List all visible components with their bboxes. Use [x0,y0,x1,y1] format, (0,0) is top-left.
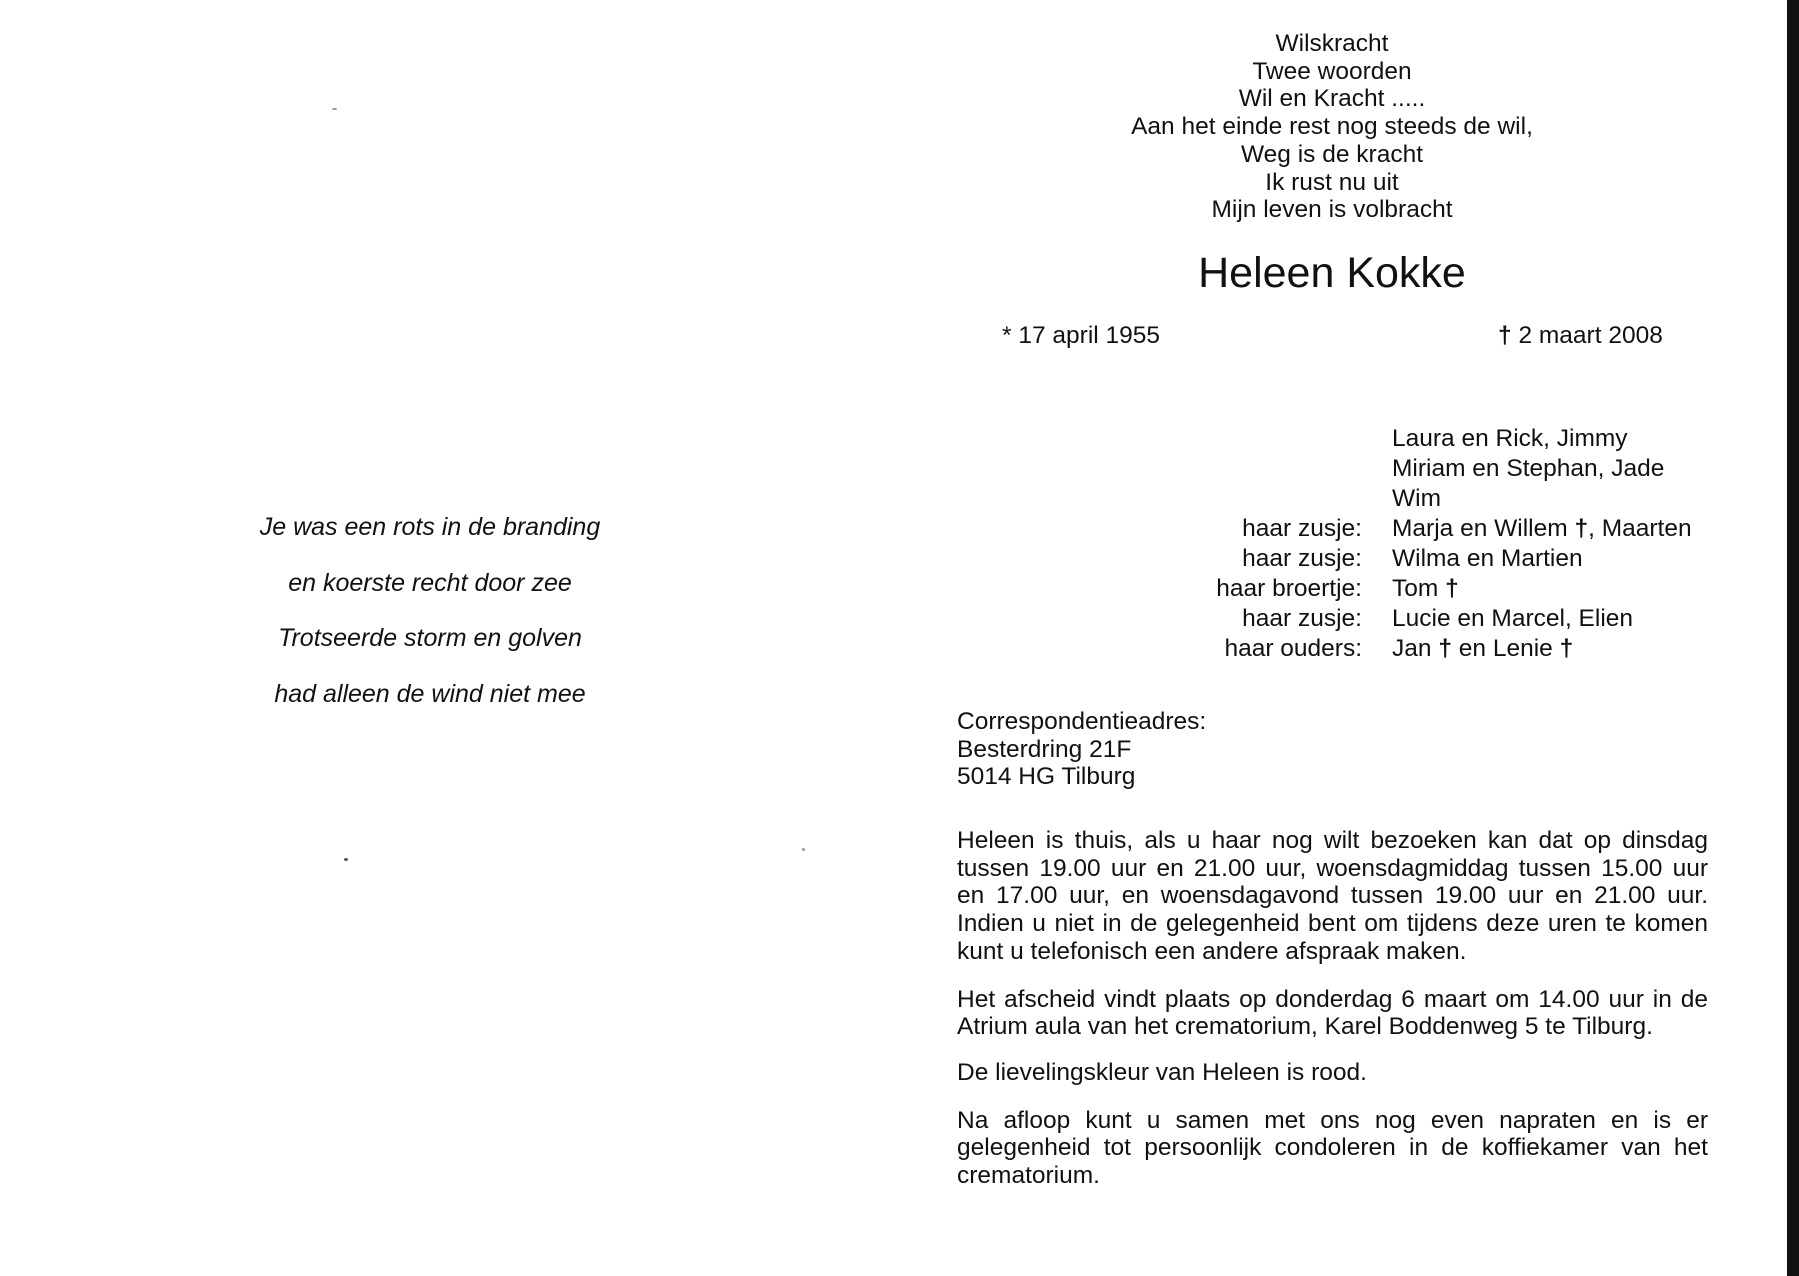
family-members [1392,604,1633,634]
birth-date: 17 april 1955 [1018,322,1161,349]
family-members-text: , Maarten [1588,515,1692,542]
cross-icon: † [1574,515,1589,542]
left-poem-line-4: had alleen de wind niet mee [274,679,586,708]
top-poem-line-6: Ik rust nu uit [1265,168,1399,196]
deceased-name: Heleen Kokke [1198,249,1466,297]
cross-icon: † [1445,575,1459,602]
correspondence-address [957,708,1206,791]
family-members [1392,574,1459,604]
death-date-line [1498,322,1663,350]
address-street: Besterdring 21F [957,735,1132,763]
scan-speck [802,848,805,851]
birth-symbol: * [1002,322,1012,349]
farewell-paragraph: Het afscheid vindt plaats op donderdag 6 maart om 14.00 uur in de Atrium aula van het crematorium, Karel Boddenweg 5 te Tilburg. [957,985,1708,1041]
family-members-text: Miriam en Stephan, Jade [1392,455,1665,482]
family-relation [1180,424,1392,454]
cross-icon: † [1438,635,1452,662]
top-poem [1032,30,1632,224]
family-row [1180,604,1740,634]
family-members [1392,424,1628,454]
family-row [1180,544,1740,574]
family-row [1180,454,1740,484]
family-members-text: Jan [1392,635,1439,662]
top-poem-line-1: Wilskracht [1275,30,1389,57]
left-poem-line-1: Je was een rots in de branding [259,513,601,541]
left-poem-line-3: Trotseerde storm en golven [278,624,582,652]
top-poem-line-7: Mijn leven is volbracht [1211,196,1453,224]
family-row [1180,634,1740,664]
address-label: Correspondentieadres: [957,708,1207,735]
left-poem-line-2: en koerste recht door zee [288,568,572,597]
family-row [1180,484,1740,514]
family-relation: haar ouders: [1224,635,1362,662]
top-poem-line-5: Weg is de kracht [1240,140,1423,168]
top-poem-line-2: Twee woorden [1252,57,1412,85]
family-row [1180,574,1740,604]
announcement-text [957,827,1708,1210]
family-members-text: Tom [1392,575,1446,602]
top-poem-line-4: Aan het einde rest nog steeds de wil, [1131,113,1533,141]
family-relation: haar broertje: [1216,575,1362,602]
birth-date-line [1002,322,1160,350]
scan-speck [332,108,337,110]
family-members [1392,544,1583,574]
family-relation: haar zusje: [1242,605,1362,632]
family-members [1392,514,1692,544]
left-poem [190,500,670,722]
visiting-paragraph: Heleen is thuis, als u haar nog wilt bezoeken kan dat op dinsdag tussen 19.00 uur en 21.00 uur, woensdagmiddag tussen 15.00 uur en 17.00 uur, en woensdagavond tussen 19.00 uur en 21.00 uur. Indien u niet in de gelegenheid bent om tijdens deze uren te komen kunt u telefonisch een andere afspraak maken. [957,827,1708,965]
address-city: 5014 HG Tilburg [957,763,1136,791]
family-relation: haar zusje: [1242,545,1362,572]
scan-edge [1787,0,1799,1276]
family-relation: haar zusje: [1242,515,1362,542]
scan-speck [344,858,348,861]
family-list [1180,424,1740,664]
favorite-color-paragraph: De lievelingskleur van Heleen is rood. [957,1058,1367,1086]
cross-icon: † [1559,635,1574,662]
condolence-paragraph: Na afloop kunt u samen met ons nog even napraten en is er gelegenheid tot persoonlijk condoleren in de koffiekamer van het crematorium. [957,1106,1708,1190]
top-poem-line-3: Wil en Kracht ..... [1238,85,1426,113]
family-members-text: Wim [1392,485,1441,512]
family-members [1392,634,1573,664]
family-row [1180,424,1740,454]
family-members-text: en Lenie [1451,635,1560,662]
family-members [1392,484,1441,514]
family-row [1180,514,1740,544]
family-members-text: Wilma en Martien [1392,545,1583,572]
family-relation [1180,484,1392,514]
family-members-text: Lucie en Marcel, Elien [1392,605,1634,632]
family-relation [1180,454,1392,484]
death-cross-icon: † [1498,322,1512,349]
family-members-text: Marja en Willem [1392,515,1575,542]
family-members [1392,454,1664,484]
family-members-text: Laura en Rick, Jimmy [1392,425,1628,452]
death-date: 2 maart 2008 [1518,322,1663,349]
